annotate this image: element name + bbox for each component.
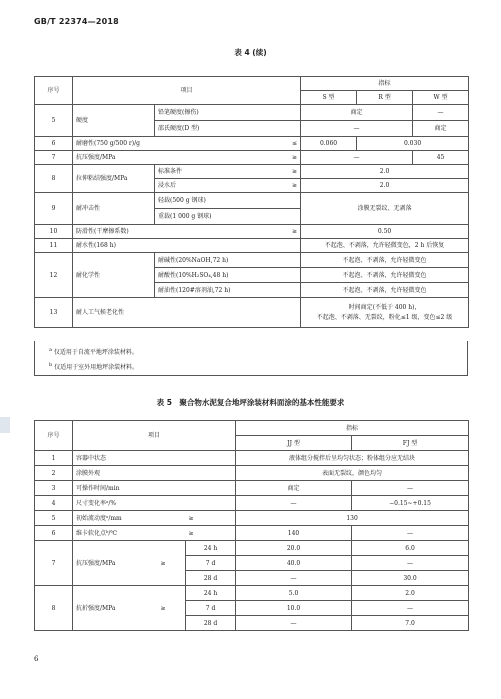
table4-caption: 表 4 (续) bbox=[234, 48, 267, 57]
operator-ge: ≥ bbox=[158, 586, 186, 631]
cell-value: 不起泡、不剥落，允许轻微变色，2 h 后恢复 bbox=[301, 239, 469, 253]
row-no: 6 bbox=[35, 137, 73, 151]
footnote-b-text: 仅适用于室外用地坪涂装材料。 bbox=[54, 364, 139, 371]
cell-value: 表面无裂纹，颜色均匀 bbox=[236, 466, 469, 481]
cell-value: −0.15~+0.15 bbox=[352, 496, 469, 511]
document-standard-number: GB/T 22374—2018 bbox=[34, 17, 119, 26]
aging-time-line: 时间商定(不低于 400 h)， bbox=[348, 303, 421, 311]
cell-value: 10.0 bbox=[236, 601, 352, 616]
cell-value: 商定 bbox=[301, 105, 413, 121]
row-no: 7 bbox=[35, 541, 73, 586]
cell-value: 6.0 bbox=[352, 541, 469, 556]
cell-value: 0.50 bbox=[301, 225, 469, 239]
row-subitem: 邵氏硬度(D 型) bbox=[155, 121, 301, 137]
cell-value: — bbox=[301, 151, 413, 165]
age-label: 7 d bbox=[186, 556, 236, 571]
age-label: 7 d bbox=[186, 601, 236, 616]
row-item: 耐冲击性 bbox=[73, 193, 155, 225]
table5 bbox=[34, 420, 469, 631]
row-item: 抗折强度/MPa bbox=[73, 586, 158, 631]
row-item: 硬度 bbox=[73, 105, 155, 137]
row-no: 8 bbox=[35, 586, 73, 631]
cell-value: 商定 bbox=[236, 481, 352, 496]
row-item: 容器中状态 bbox=[73, 451, 236, 466]
row-no: 8 bbox=[35, 165, 73, 193]
row-subitem: 耐油性(120#溶剂油,72 h) bbox=[155, 283, 301, 298]
row-no: 3 bbox=[35, 481, 73, 496]
row-subitem: 耐碱性(20%NaOH,72 h) bbox=[155, 253, 301, 268]
row-subitem: 轻载(500 g 钢球) bbox=[155, 193, 301, 209]
cell-value: 涂膜无裂纹、无剥落 bbox=[301, 193, 469, 225]
age-label: 24 h bbox=[186, 541, 236, 556]
header-fj-type: FJ 型 bbox=[352, 436, 469, 451]
cell-value: 0.060 bbox=[301, 137, 357, 151]
cell-value: — bbox=[236, 616, 352, 631]
cell-value: 不起泡、不剥落，允许轻微变色 bbox=[301, 253, 469, 268]
row-subitem: 重载(1 000 g 钢球) bbox=[155, 209, 301, 225]
cell-value: 30.0 bbox=[352, 571, 469, 586]
header-index: 指标 bbox=[301, 77, 469, 91]
row-item: 耐人工气候老化性 bbox=[73, 298, 301, 328]
row-subitem: 标准条件 bbox=[155, 165, 273, 179]
cell-value: 2.0 bbox=[301, 165, 469, 179]
header-index: 指标 bbox=[236, 421, 469, 436]
row-no: 11 bbox=[35, 239, 73, 253]
header-no: 序号 bbox=[35, 77, 73, 105]
cell-value: — bbox=[236, 571, 352, 586]
row-subitem: 铅笔硬度(擦伤) bbox=[155, 105, 301, 121]
cell-value: — bbox=[236, 496, 352, 511]
row-no: 7 bbox=[35, 151, 73, 165]
cell-value: 不起泡、不剥落，允许轻微变色 bbox=[301, 283, 469, 298]
row-no: 2 bbox=[35, 466, 73, 481]
row-item: 耐化学性 bbox=[73, 253, 155, 298]
row-no: 4 bbox=[35, 496, 73, 511]
row-item: 抗压强度/MPa bbox=[73, 151, 273, 165]
header-w-type: W 型 bbox=[413, 91, 469, 105]
table5-caption: 表 5 聚合物水泥复合地坪涂装材料面涂的基本性能要求 bbox=[156, 398, 345, 407]
cell-value: — bbox=[413, 105, 469, 121]
row-item: 可操作时间/min bbox=[73, 481, 236, 496]
operator-ge: ≥ bbox=[273, 165, 301, 179]
cell-value: 不起泡、不剥落，允许轻微变色 bbox=[301, 268, 469, 283]
header-item: 项目 bbox=[73, 421, 236, 451]
cell-value: 2.0 bbox=[301, 179, 469, 193]
cell-value: 7.0 bbox=[352, 616, 469, 631]
operator-ge: ≥ bbox=[186, 526, 236, 541]
row-item: 维卡软化点ᵇ/℃ bbox=[73, 526, 186, 541]
row-item: 初始流动度ᵃ/mm bbox=[73, 511, 186, 526]
aging-result-line: 不起泡、不剥落、无裂纹，粉化≤1 级，变色≤2 级 bbox=[316, 313, 453, 321]
footnote-a-text: 仅适用于自流平地坪涂装材料。 bbox=[53, 349, 138, 356]
row-item: 防滑性(干摩擦系数) bbox=[73, 225, 273, 239]
operator-ge: ≥ bbox=[186, 511, 236, 526]
age-label: 28 d bbox=[186, 616, 236, 631]
cell-value: 140 bbox=[236, 526, 352, 541]
cell-value: — bbox=[352, 526, 469, 541]
header-item: 项目 bbox=[73, 77, 301, 105]
row-item: 耐磨性(750 g/500 r)/g bbox=[73, 137, 273, 151]
operator-ge: ≥ bbox=[158, 541, 186, 586]
header-r-type: R 型 bbox=[357, 91, 413, 105]
row-subitem: 耐酸性(10%H₂SO₄,48 h) bbox=[155, 268, 301, 283]
row-no: 5 bbox=[35, 511, 73, 526]
row-item: 拉伸粘结强度/MPa bbox=[73, 165, 155, 193]
age-label: 28 d bbox=[186, 571, 236, 586]
cell-value: — bbox=[301, 121, 413, 137]
cell-value: 商定 bbox=[413, 121, 469, 137]
page-number: 6 bbox=[34, 655, 39, 663]
cell-value: — bbox=[352, 481, 469, 496]
row-no: 12 bbox=[35, 253, 73, 298]
operator-ge: ≥ bbox=[273, 151, 301, 165]
cell-value: 液体组分搅拌后呈均匀状态；粉体组分应无结块 bbox=[236, 451, 469, 466]
row-item: 尺寸变化率ᵃ/% bbox=[73, 496, 236, 511]
row-item: 耐水性(168 h) bbox=[73, 239, 301, 253]
cell-value: 0.030 bbox=[357, 137, 469, 151]
row-item: 涂膜外观 bbox=[73, 466, 236, 481]
cell-value: 2.0 bbox=[352, 586, 469, 601]
header-s-type: S 型 bbox=[301, 91, 357, 105]
cell-value: — bbox=[352, 556, 469, 571]
row-no: 9 bbox=[35, 193, 73, 225]
operator-ge: ≥ bbox=[273, 225, 301, 239]
side-margin-marker bbox=[0, 417, 10, 433]
operator-le: ≤ bbox=[273, 137, 301, 151]
table4-footnotes bbox=[34, 341, 468, 376]
header-jj-type: JJ 型 bbox=[236, 436, 352, 451]
cell-value: 5.0 bbox=[236, 586, 352, 601]
footnote-a: $^a$ 仅适用于自流平地坪涂装材料。 bbox=[49, 347, 138, 356]
cell-value: 40.0 bbox=[236, 556, 352, 571]
footnote-b: $^b$ 仅适用于室外用地坪涂装材料。 bbox=[49, 362, 139, 371]
row-no: 6 bbox=[35, 526, 73, 541]
cell-value: 20.0 bbox=[236, 541, 352, 556]
cell-value bbox=[301, 298, 469, 328]
row-no: 13 bbox=[35, 298, 73, 328]
table4 bbox=[34, 76, 469, 328]
cell-value: — bbox=[352, 601, 469, 616]
age-label: 24 h bbox=[186, 586, 236, 601]
row-no: 5 bbox=[35, 105, 73, 137]
row-no: 1 bbox=[35, 451, 73, 466]
header-no: 序号 bbox=[35, 421, 73, 451]
row-item: 抗压强度/MPa bbox=[73, 541, 158, 586]
operator-ge: ≥ bbox=[273, 179, 301, 193]
cell-value: 45 bbox=[413, 151, 469, 165]
row-subitem: 浸水后 bbox=[155, 179, 273, 193]
row-no: 10 bbox=[35, 225, 73, 239]
cell-value: 130 bbox=[236, 511, 469, 526]
